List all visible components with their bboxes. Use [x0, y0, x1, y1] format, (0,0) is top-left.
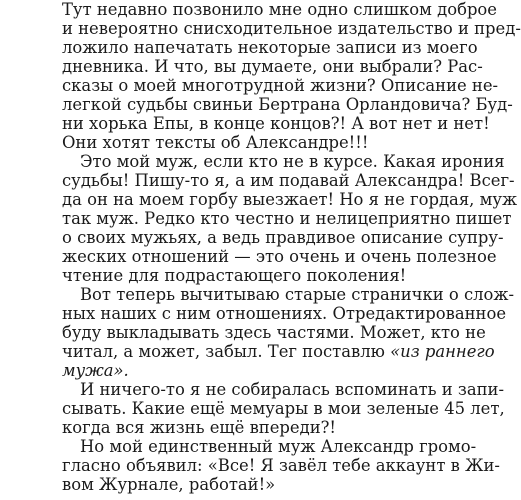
- text-line: сказы о моей многотрудной жизни? Описание не-: [62, 76, 499, 95]
- text-line: да он на моем горбу выезжает! Но я не гордая, муж: [62, 190, 518, 209]
- text-line: так муж. Редко кто честно и нелицеприятно пишет: [62, 209, 512, 228]
- text-line: сывать. Какие ещё мемуары в мои зеленые 45 лет,: [62, 399, 505, 418]
- text-line: мужа».: [62, 361, 129, 380]
- text-line: ни хорька Епы, в конце концов?! А вот нет и нет!: [62, 114, 490, 133]
- text-line: ных наших с ним отношениях. Отредактированное: [62, 304, 507, 323]
- text-line: Тут недавно позвонило мне одно слишком доброе: [62, 0, 498, 19]
- text-line: судьбы! Пишу-то я, а им подавай Александра! Всег-: [62, 171, 515, 190]
- text-line: буду выкладывать здесь частями. Может, кто не: [62, 323, 486, 342]
- text-line: вом Журнале, работай!»: [62, 475, 276, 494]
- text-line: [62, 342, 495, 361]
- paragraph-first-line: Но мой единственный муж Александр громо-: [80, 437, 477, 456]
- text-line: Они хотят тексты об Александре!!!: [62, 133, 369, 152]
- paragraph-first-line: Это мой муж, если кто не в курсе. Какая ирония: [80, 152, 505, 171]
- text-line: дневника. И что, вы думаете, они выбрали? Рас-: [62, 57, 483, 76]
- text-fragment: читал, а может, забыл. Тег поставлю: [62, 342, 385, 361]
- text-line: легкой судьбы свиньи Бертрана Орландовича? Буд-: [62, 95, 513, 114]
- text-line: жеских отношений — это очень и очень полезное: [62, 247, 497, 266]
- paragraph-first-line: Вот теперь вычитываю старые странички о слож-: [80, 285, 515, 304]
- text-line: ложило напечатать некоторые записи из моего: [62, 38, 478, 57]
- text-line: гласно объявил: «Все! Я завёл тебе аккаунт в Жи-: [62, 456, 500, 475]
- text-line: когда вся жизнь ещё впереди?!: [62, 418, 337, 437]
- text-line: чтение для подрастающего поколения!: [62, 266, 407, 285]
- tag-italic: «из раннего: [390, 342, 495, 361]
- text-line: о своих мужьях, а ведь правдивое описание супру-: [62, 228, 504, 247]
- paragraph-first-line: И ничего-то я не собиралась вспоминать и запи-: [80, 380, 505, 399]
- text-line: и невероятно снисходительное издательство и пред-: [62, 19, 521, 38]
